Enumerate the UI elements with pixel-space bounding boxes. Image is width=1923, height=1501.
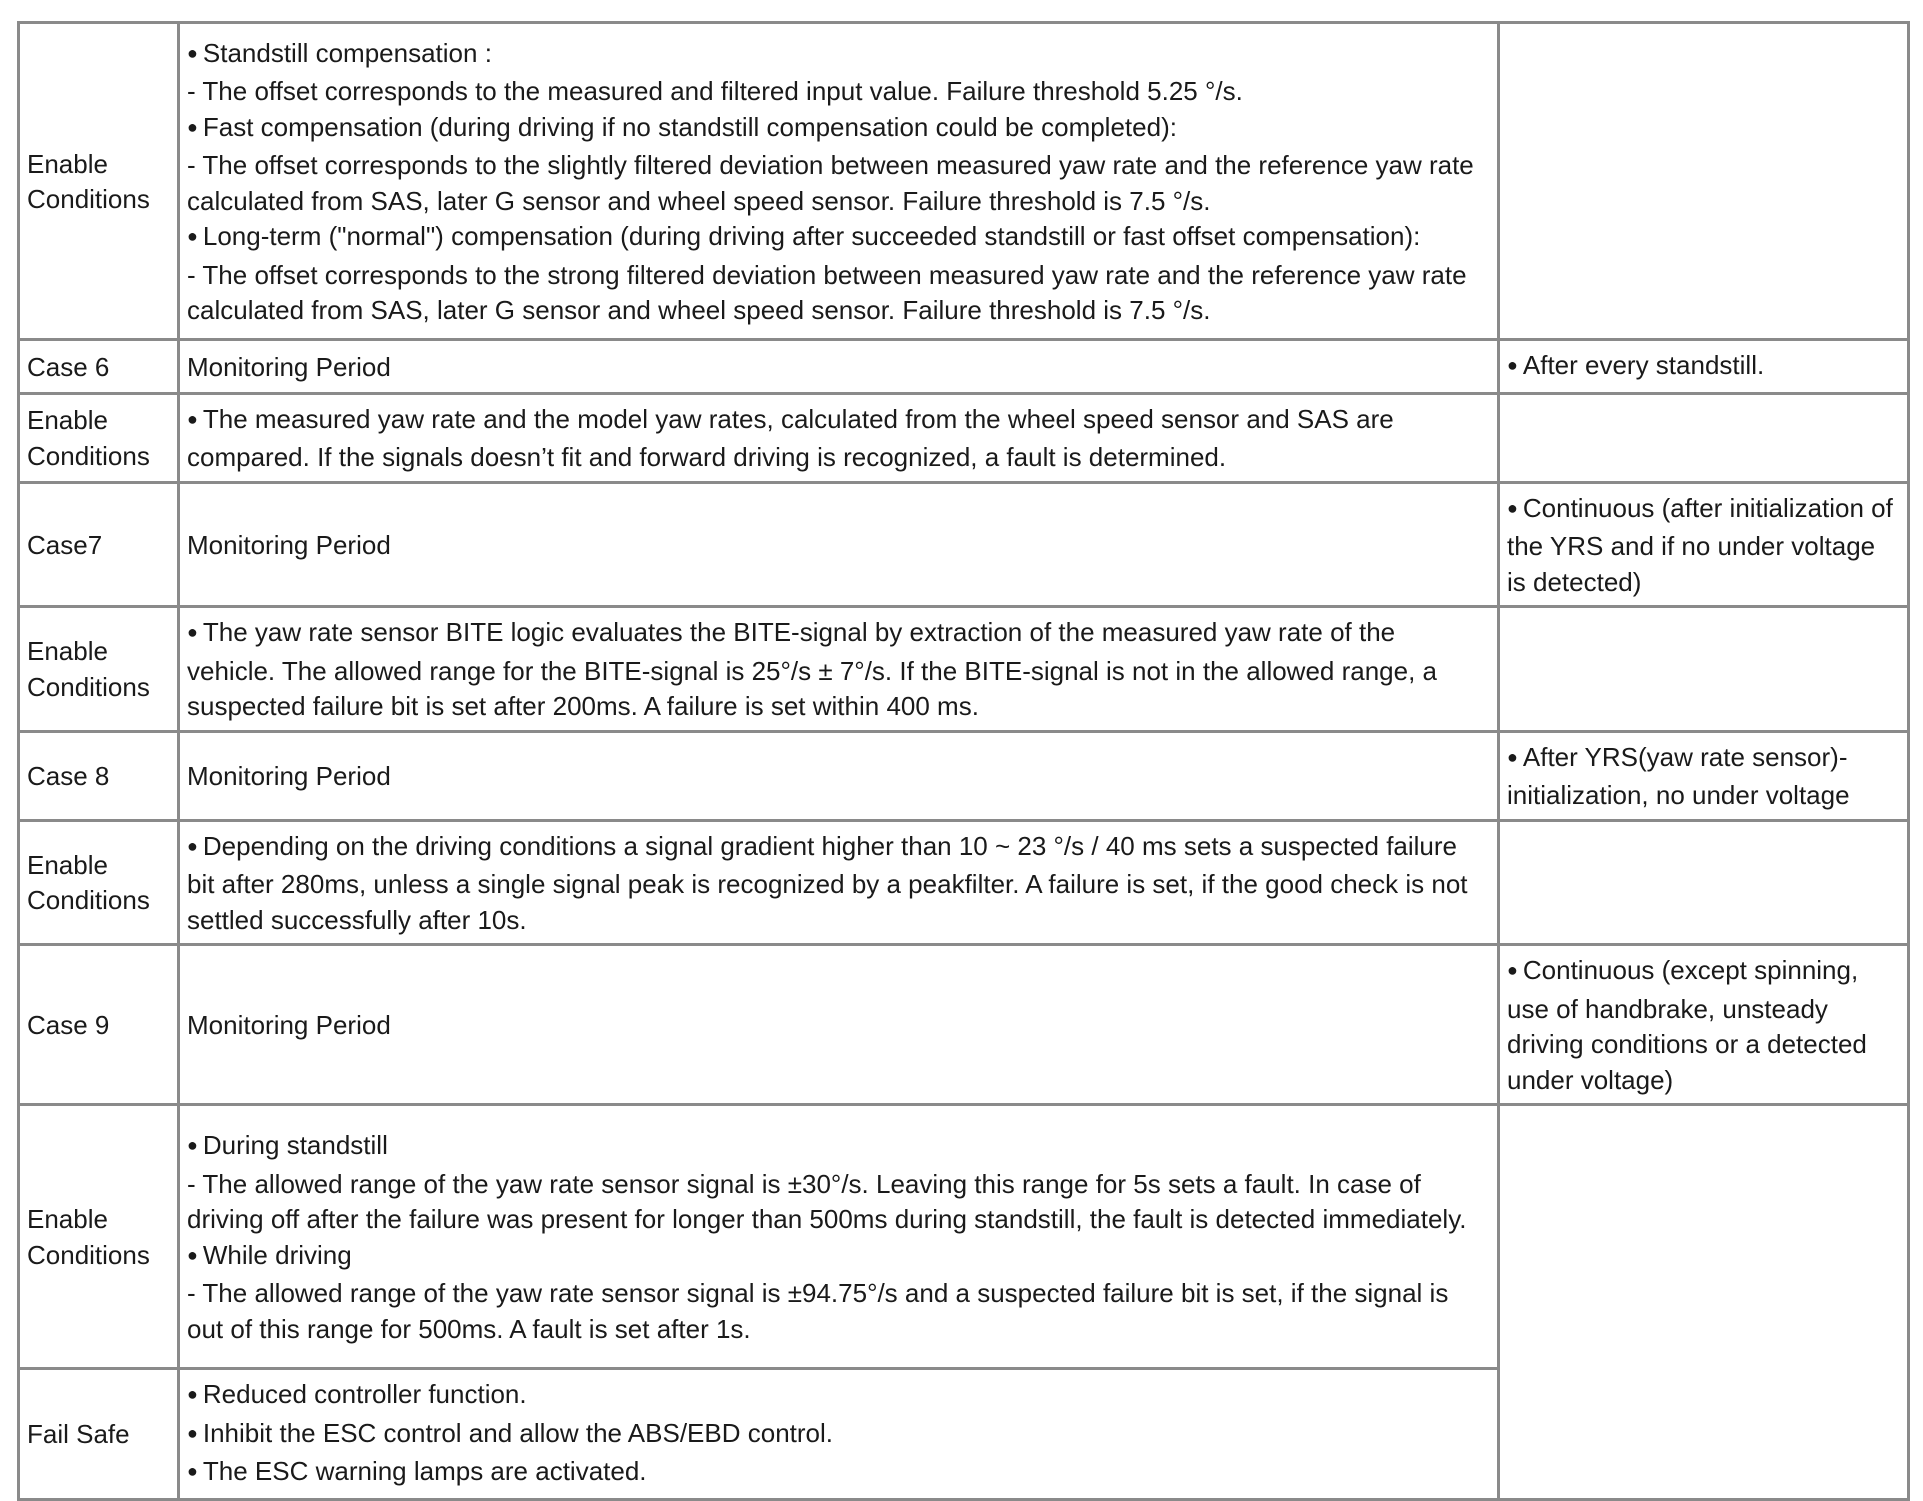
row-description-cell: [179, 1369, 1499, 1500]
row-label: Case 8: [27, 760, 110, 791]
row-label-cell: [19, 1369, 179, 1500]
row-note-cell: [1499, 393, 1909, 482]
detail-line: Monitoring Period: [187, 1009, 391, 1040]
row-description-cell: [179, 23, 1499, 340]
row-note-cell: [1499, 607, 1909, 732]
row-label-cell: [19, 820, 179, 945]
row-label-cell: [19, 482, 179, 607]
row-note-cell: [1499, 1105, 1909, 1500]
table-row: [19, 607, 1909, 732]
row-label-cell: [19, 945, 179, 1105]
diagnostic-spec-table: [17, 21, 1910, 1501]
row-label: Case 9: [27, 1009, 110, 1040]
row-description-cell: [179, 607, 1499, 732]
row-note-cell: [1499, 482, 1909, 607]
row-label: Case 6: [27, 351, 110, 382]
row-note-cell: [1499, 731, 1909, 820]
bullet-line: ● Fast compensation (during driving if no standstill compensation could be completed):: [187, 110, 1489, 149]
row-note: ● After YRS(yaw rate sensor)-initialization, no under voltage: [1507, 740, 1899, 814]
bullet-line: ● The yaw rate sensor BITE logic evaluates the BITE-signal by extraction of the measured yaw rate of the vehicle. The allowed range for the BITE-signal is 25°/s ± 7°/s. If the BITE-signal is not in the allowed range, a suspected failure bit is set after 200ms. A failure is set within 400 ms.: [187, 615, 1489, 725]
bullet-line: ● The ESC warning lamps are activated.: [187, 1454, 1489, 1493]
row-description-cell: [179, 731, 1499, 820]
row-label: Enable Conditions: [27, 636, 150, 702]
row-note-cell: [1499, 820, 1909, 945]
detail-line: - The allowed range of the yaw rate sensor signal is ±30°/s. Leaving this range for 5s sets a fault. In case of driving off after the failure was present for longer than 500ms during standstill, the fault is detected immediately.: [187, 1168, 1467, 1234]
row-description-cell: [179, 945, 1499, 1105]
row-label: Enable Conditions: [27, 1204, 150, 1270]
row-note-cell: [1499, 23, 1909, 340]
table-row: [19, 1105, 1909, 1369]
row-label: Case7: [27, 529, 103, 560]
detail-line: - The offset corresponds to the strong filtered deviation between measured yaw rate and the reference yaw rate calculated from SAS, later G sensor and wheel speed sensor. Failure threshold is 7.5 °/s.: [187, 259, 1467, 325]
detail-line: Monitoring Period: [187, 351, 391, 382]
bullet-line: ● While driving: [187, 1238, 1489, 1277]
row-description-cell: [179, 393, 1499, 482]
bullet-line: ● Standstill compensation :: [187, 36, 1489, 75]
bullet-line: ● The measured yaw rate and the model yaw rates, calculated from the wheel speed sensor and SAS are compared. If the signals doesn’t fit and forward driving is recognized, a fault is determined.: [187, 402, 1489, 476]
row-note: ● Continuous (except spinning, use of handbrake, unsteady driving conditions or a detected under voltage): [1507, 953, 1899, 1098]
row-description-cell: [179, 820, 1499, 945]
table-row: [19, 731, 1909, 820]
row-label-cell: [19, 340, 179, 394]
row-label-cell: [19, 393, 179, 482]
detail-line: Monitoring Period: [187, 529, 391, 560]
detail-line: - The offset corresponds to the slightly filtered deviation between measured yaw rate and the reference yaw rate calculated from SAS, later G sensor and wheel speed sensor. Failure threshold is 7.5 °/s.: [187, 150, 1474, 216]
row-note: ● After every standstill.: [1507, 348, 1899, 387]
table-row: [19, 340, 1909, 394]
row-note-cell: [1499, 945, 1909, 1105]
detail-line: - The allowed range of the yaw rate sensor signal is ±94.75°/s and a suspected failure bit is set, if the signal is out of this range for 500ms. A fault is set after 1s.: [187, 1278, 1449, 1344]
row-description-cell: [179, 482, 1499, 607]
row-label-cell: [19, 731, 179, 820]
table-row: [19, 482, 1909, 607]
bullet-line: ● Long-term ("normal") compensation (during driving after succeeded standstill or fast offset compensation):: [187, 219, 1489, 258]
bullet-line: ● During standstill: [187, 1128, 1489, 1167]
detail-line: - The offset corresponds to the measured and filtered input value. Failure threshold 5.25 °/s.: [187, 76, 1243, 106]
detail-line: Monitoring Period: [187, 760, 391, 791]
row-note-cell: [1499, 340, 1909, 394]
table-row: [19, 945, 1909, 1105]
table-row: [19, 23, 1909, 340]
row-label: Enable Conditions: [27, 405, 150, 471]
row-label: Fail Safe: [27, 1419, 130, 1449]
row-note: ● Continuous (after initialization of the YRS and if no under voltage is detected): [1507, 491, 1899, 601]
row-label-cell: [19, 1105, 179, 1369]
bullet-line: ● Depending on the driving conditions a signal gradient higher than 10 ~ 23 °/s / 40 ms sets a suspected failure bit after 280ms, unless a single signal peak is recognized by a peakfilter. A failure is set, if the good check is not settled successfully after 10s.: [187, 829, 1489, 939]
table-row: [19, 820, 1909, 945]
row-label: Enable Conditions: [27, 849, 150, 916]
row-description-cell: [179, 1105, 1499, 1369]
row-label: Enable Conditions: [27, 148, 150, 214]
row-label-cell: [19, 607, 179, 732]
row-description-cell: [179, 340, 1499, 394]
bullet-line: ● Reduced controller function.: [187, 1377, 1489, 1416]
row-label-cell: [19, 23, 179, 340]
bullet-line: ● Inhibit the ESC control and allow the ABS/EBD control.: [187, 1416, 1489, 1455]
table-row: [19, 393, 1909, 482]
